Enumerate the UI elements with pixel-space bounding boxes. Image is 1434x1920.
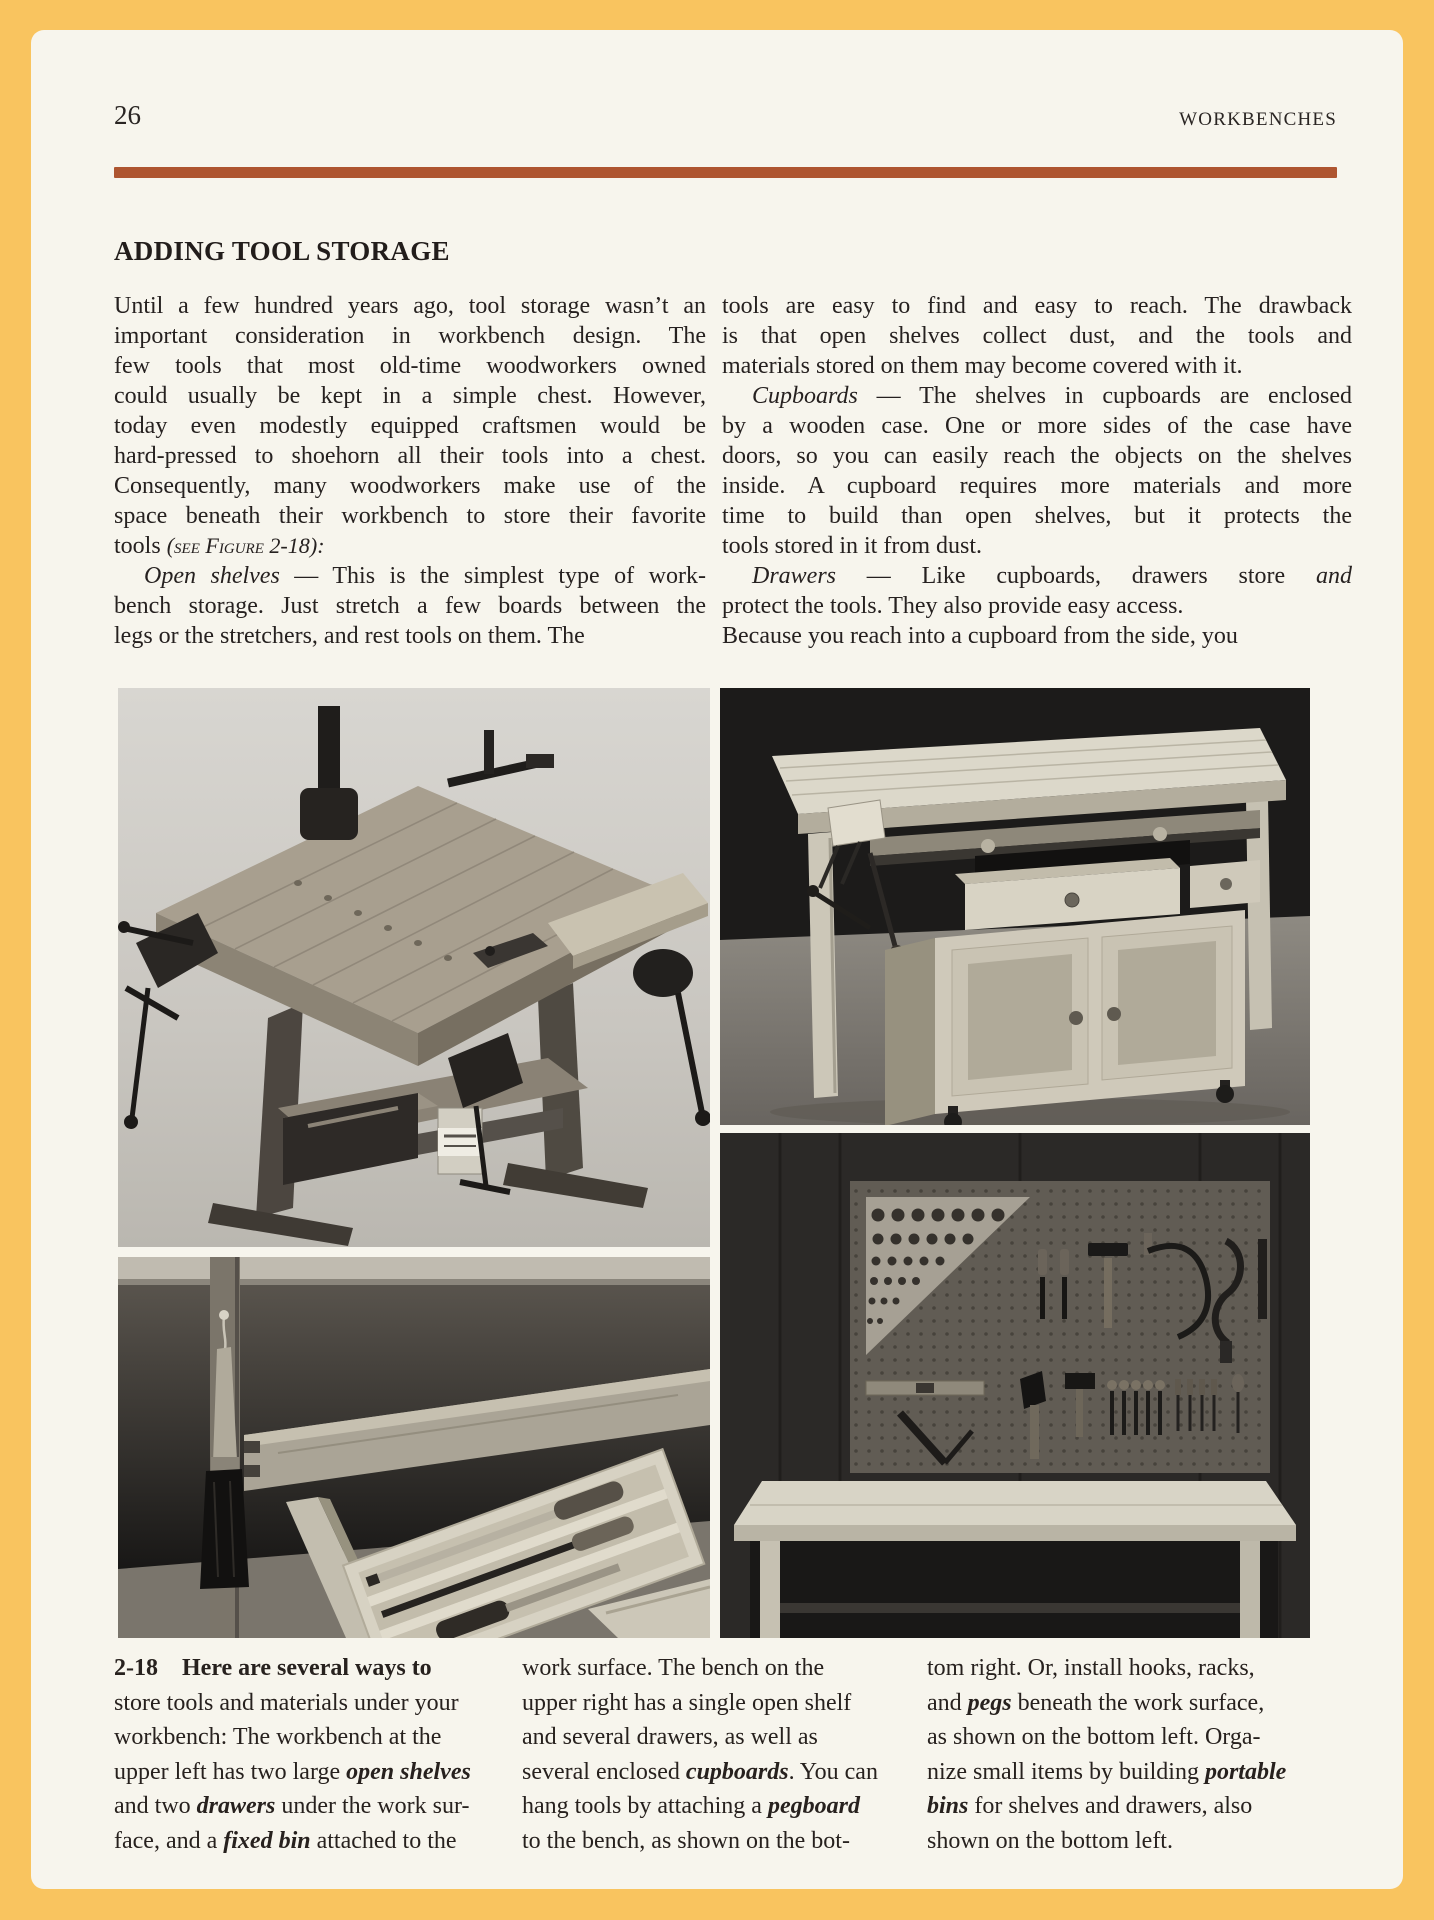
running-head: WORKBENCHES (1179, 109, 1337, 130)
header-rule (114, 167, 1337, 178)
workbench-drawer-cupboard-illustration (720, 688, 1310, 1125)
photo-workbench-drawer-cupboard (720, 688, 1310, 1125)
body-column-right: tools are easy to find and easy to reach. The drawback is that open shelves collect dust, and the tools and materials stored on them may become covered with it. Cupboards — The shelves in cupboards are enclosed by a wooden case. One or more sides of the case have doors, so you can easily reach the objects on the shelves inside. A cupboard requires more materials and more time to build than open shelves, but it protects the tools stored in it from dust. Drawers — Like cupboards, drawers store and protect the tools. They also provide easy access. Because you reach into a cupboard from the side, you (722, 293, 1352, 649)
workbench-open-shelves-illustration (118, 688, 710, 1247)
page-number: 26 (114, 100, 141, 130)
book-page (31, 30, 1403, 1889)
body-column-left: Until a few hundred years ago, tool storage wasn’t an important consideration in workbench design. The few tools that most old-time woodworkers owned could usually be kept in a simple chest. However, today even modestly equipped craftsmen would be hard-pressed to shoehorn all their tools into a chest. Consequently, many woodworkers make use of the space beneath their workbench to store their favorite tools (see Figure 2-18): Open shelves — This is the simplest type of work- bench storage. Just stretch a few boards between the legs or the stretchers, and rest tools on them. The (114, 293, 706, 649)
photo-pegboard-bench (720, 1133, 1310, 1638)
pegboard-bench-illustration (720, 1133, 1310, 1638)
figure-caption-column-3: tom right. Or, install hooks, racks, and pegs beneath the work surface, as shown on the bottom left. Orga- nize small items by building portable bins for shelves and drawers, also shown on the bottom left. (927, 1655, 1287, 1854)
figure-caption-column-1: 2-18 Here are several ways to store tools and materials under your workbench: The workbench at the upper left has two large open shelves and two drawers under the work sur- face, and a fixed bin attached to the (114, 1655, 471, 1854)
figure-caption-column-2: work surface. The bench on the upper right has a single open shelf and several drawers, as well as several enclosed cupboards. You can hang tools by attaching a pegboard to the bench, as shown on the bot- (522, 1655, 878, 1854)
photo-workbench-open-shelves (118, 688, 710, 1247)
section-heading: ADDING TOOL STORAGE (114, 236, 450, 266)
under-bench-bin-illustration (118, 1257, 710, 1638)
photo-under-bench-bin (118, 1257, 710, 1638)
